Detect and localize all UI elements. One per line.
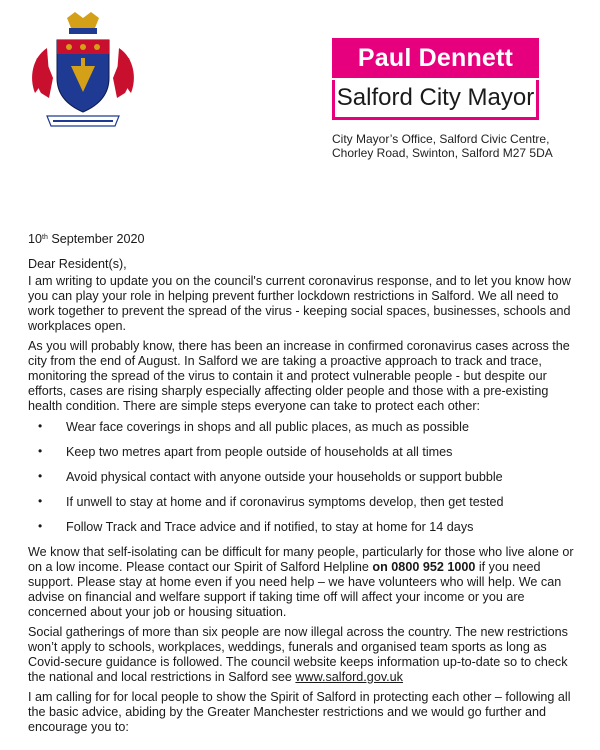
paragraph-helpline: We know that self-isolating can be difficult for many people, particularly for those who live alone or on a low income. Please contact our Spirit of Salford Helpline on 0800 952 1000 if you need support. Please stay at home even if you need help – we have volunteers who will help. We can advise on financial and welfare support if taking time off will affect your income or you are concerned about your job or housing situation. — [28, 545, 574, 619]
office-address — [332, 132, 582, 160]
letter-date: 10th September 2020 — [28, 232, 145, 246]
list-item: • Follow Track and Trace advice and if notified, to stay at home for 14 days — [38, 519, 474, 534]
council-website-link[interactable]: www.salford.gov.uk — [295, 670, 403, 684]
paragraph-call-to-action: I am calling for for local people to show the Spirit of Salford in protecting each other – following all the basic advice, abiding by the Greater Manchester restrictions and we would go further and encourage you to: — [28, 690, 571, 734]
bullet-icon: • — [38, 444, 43, 458]
list-item: • Keep two metres apart from people outside of households at all times — [38, 444, 453, 459]
paragraph-gatherings: Social gatherings of more than six people are now illegal across the country. The new restrictions won’t apply to schools, workplaces, weddings, funerals and organised team sports as long as Covid-secure guidance is followed. The council website keeps information up-to-date so to check the national and local restrictions in Salford see www.salford.gov.uk — [28, 625, 568, 684]
bullet-icon: • — [38, 519, 43, 533]
bullet-icon: • — [38, 469, 43, 483]
salutation: Dear Resident(s), — [28, 257, 127, 271]
brand-name-banner: Paul Dennett — [332, 38, 539, 78]
paragraph-cases: As you will probably know, there has been an increase in confirmed coronavirus cases across the city from the end of August. In Salford we are taking a proactive approach to track and trace, monitoring the spread of the virus to contain it and protect vulnerable people - but despite our efforts, cases are rising sharply especially affecting older people and those with a pre-existing health condition. There are simple steps everyone can take to protect each other: — [28, 339, 570, 413]
address-line: City Mayor’s Office, Salford Civic Centre, — [332, 132, 550, 146]
bullet-icon: • — [38, 494, 43, 508]
salford-crest-icon — [27, 8, 139, 134]
bullet-icon: • — [38, 419, 43, 433]
advice-list — [28, 420, 580, 535]
helpline-number: on 0800 952 1000 — [372, 560, 476, 574]
letter-body — [28, 230, 580, 740]
address-line: Chorley Road, Swinton, Salford M27 5DA — [332, 146, 553, 160]
list-item: • Wear face coverings in shops and all public places, as much as possible — [38, 419, 469, 434]
paragraph-intro: I am writing to update you on the council's current coronavirus response, and to let you know how you can play your role in helping prevent further lockdown restrictions in Salford. We all need to work together to prevent the spread of the virus - keeping social spaces, businesses, schools and workplaces open. — [28, 274, 571, 333]
list-item: • If unwell to stay at home and if coronavirus symptoms develop, then get tested — [38, 494, 504, 509]
brand-title-banner: Salford City Mayor — [332, 80, 539, 120]
list-item: • Avoid physical contact with anyone outside your households or support bubble — [38, 469, 503, 484]
